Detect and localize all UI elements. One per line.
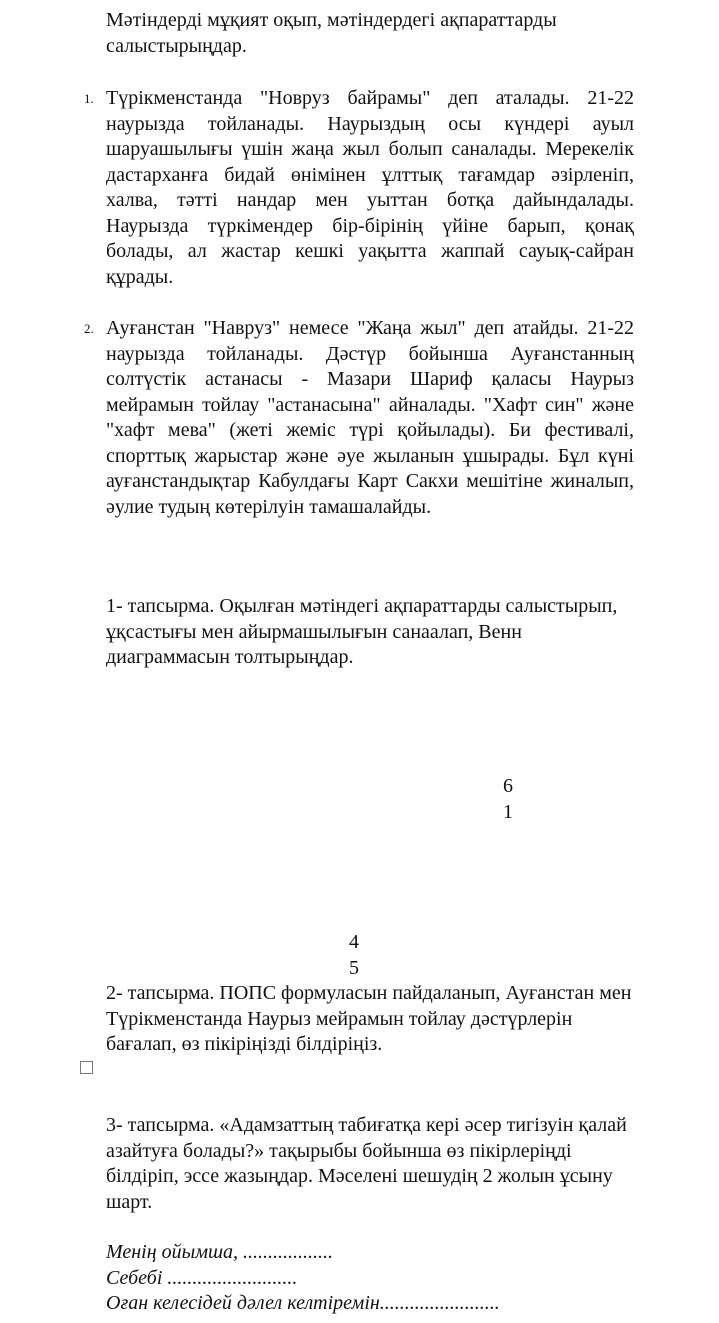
text-item-1: [84, 86, 634, 290]
page-number-1-top: 6: [503, 775, 513, 797]
text-item-2: [84, 316, 634, 520]
task-3: [106, 1113, 634, 1215]
page-number-1: [500, 774, 516, 825]
text-item-2-content: Ауғанстан "Навруз" немесе "Жаңа жыл" деп атайды. 21-22 наурызда тойланады. Дәстүр бойынша Ауғанстанның солтүстік астанасы - Мазари Шариф қаласы Наурыз мейрамын тойлау "астанасына" айналады. "Хафт син" және "хафт мева" (жеті жеміс түрі қойылады). Би фестивалі, спорттық жарыстар және әуе жыланын ұшырады. Бұл күні ауғанстандықтар Кабулдағы Карт Сакхи мешітіне жиналып, әулие тудың көтерілуін тамашалайды.: [106, 317, 634, 518]
task-3-text: 3- тапсырма. «Адамзаттың табиғатқа кері әсер тигізуін қалай азайтуға болады?» тақырыбы бойынша өз пікірлеріңді білдіріп, эссе жазыңдар. Мәселені шешудің 2 жолын ұсыну шарт.: [106, 1114, 627, 1213]
page-number-1-bottom: 1: [503, 800, 513, 823]
intro-instruction: Мәтіндерді мұқият оқып, мәтіндердегі ақпараттарды салыстырыңдар.: [106, 9, 557, 57]
page-number-2: [346, 930, 362, 981]
essay-prompts: [106, 1240, 666, 1317]
text-item-2-number: 2.: [84, 321, 94, 336]
task-2: [106, 981, 634, 1058]
page-number-2-top: 4: [349, 931, 359, 953]
checkbox-icon[interactable]: [80, 1061, 93, 1074]
task-2-text: 2- тапсырма. ПОПС формуласын пайдаланып, Ауғанстан мен Түрікменстанда Наурыз мейрамын тойлау дәстүрлерін бағалап, өз пікіріңізді білдіріңіз.: [106, 982, 632, 1055]
task-1-text: 1- тапсырма. Оқылған мәтіндегі ақпараттарды салыстырып, ұқсастығы мен айырмашылығын санаалап, Венн диаграммасын толтырыңдар.: [106, 595, 618, 668]
prompt-line-1: Менің ойымша, ..................: [106, 1241, 334, 1263]
prompt-line-2: Себебі ..........................: [106, 1266, 298, 1289]
prompt-line-3: Оған келесідей дәлел келтіремін........................: [106, 1292, 500, 1314]
task-1: [106, 594, 634, 671]
page-number-2-bottom: 5: [349, 956, 359, 979]
text-item-1-content: Түрікменстанда "Новруз байрамы" деп аталады. 21-22 наурызда тойланады. Наурыздың осы күндері ауыл шаруашылығы үшін жаңа жыл болып саналады. Мерекелік дастарханға бидай өнімінен ұлттық тағамдар әзірленіп, халва, тәтті нандар мен уыттан ботқа дайындалады. Наурызда түркімендер бір-бірінің үйіне барып, қонақ болады, ал жастар кешкі уақытта жаппай сауық-сайран құрады.: [106, 87, 634, 288]
text-item-1-number: 1.: [84, 91, 94, 106]
